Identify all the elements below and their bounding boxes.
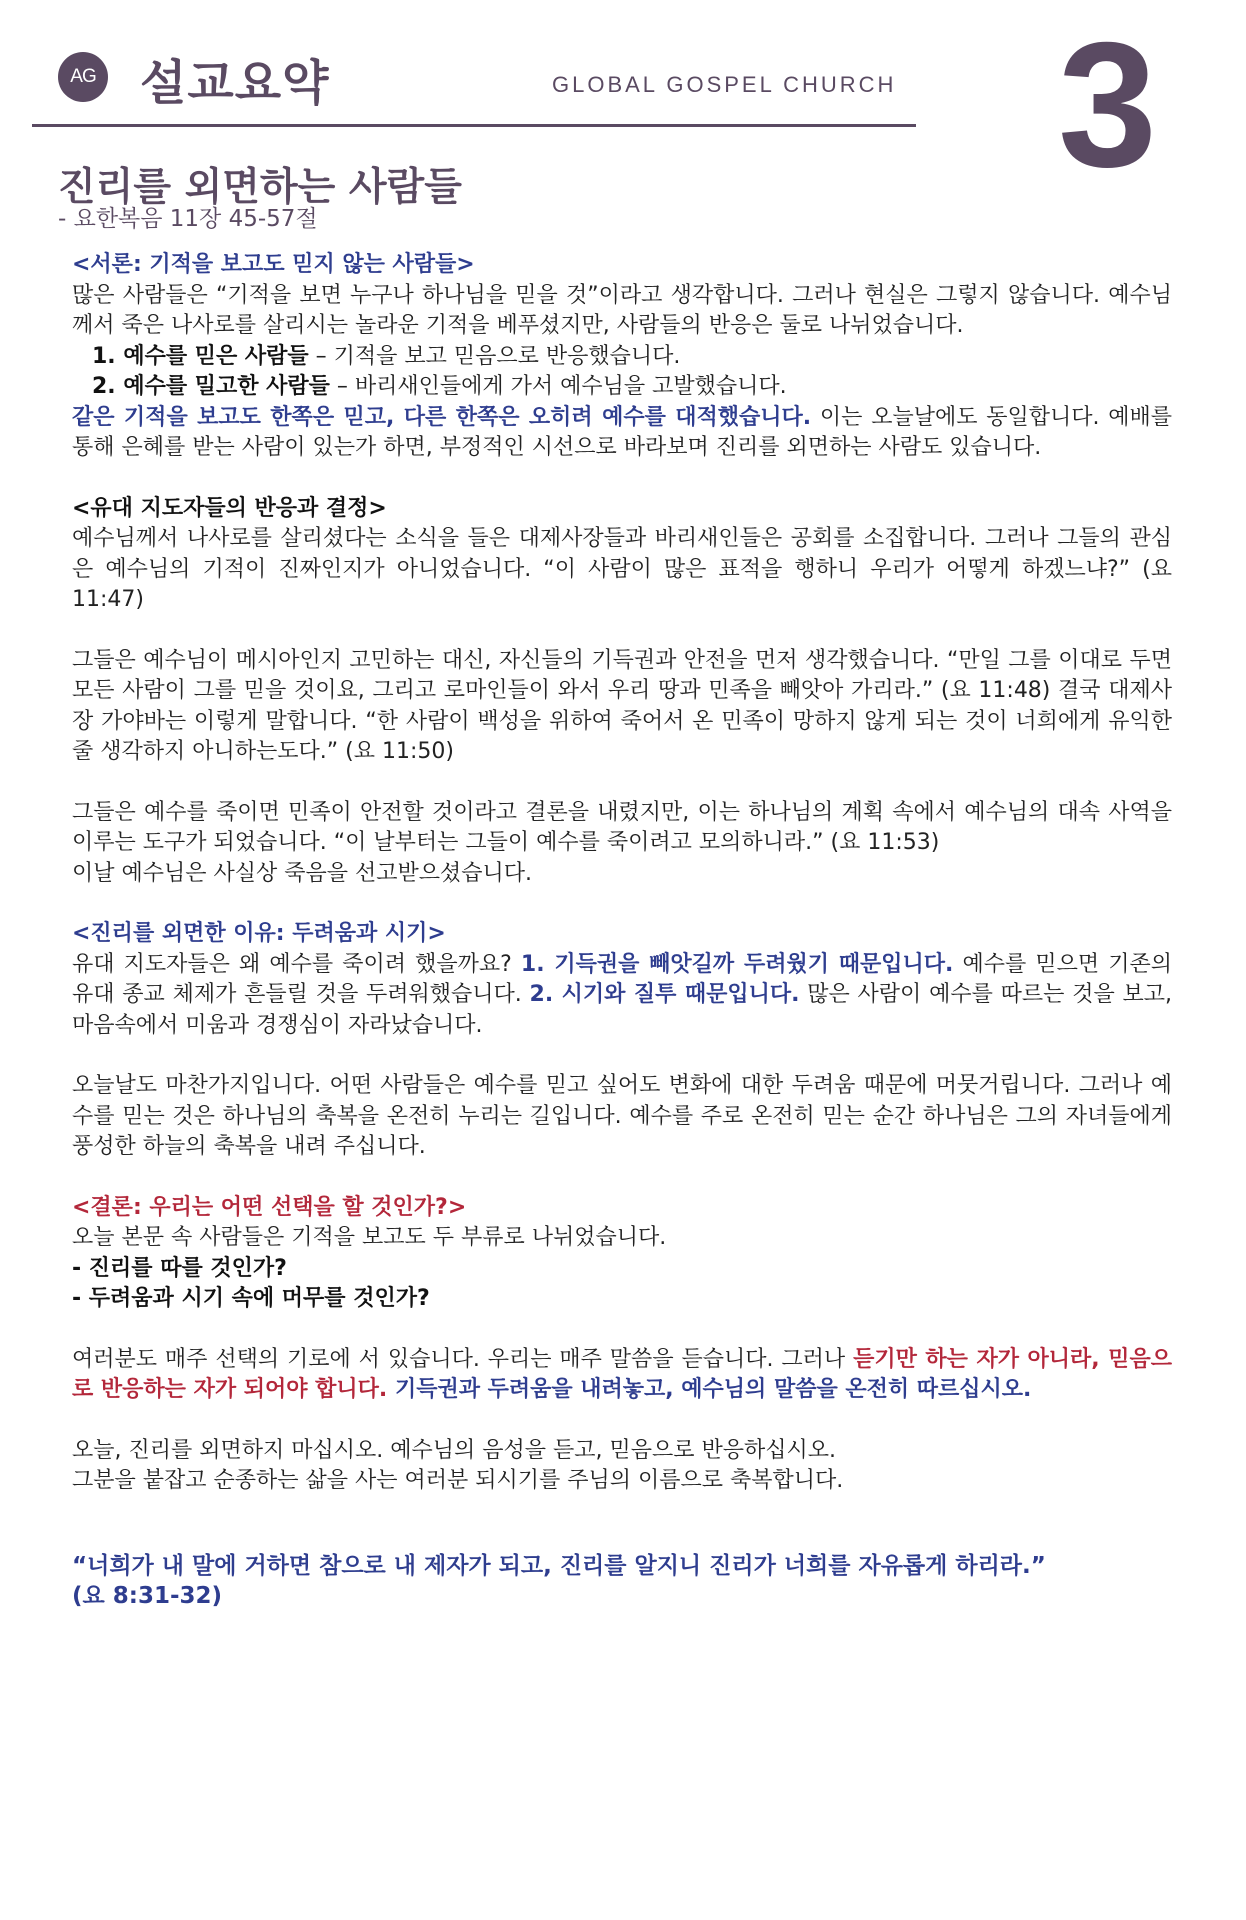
conclusion-highlight-red: 듣기만 하는 자가 아니라, 믿음으로 반응하는 자가 되어야 합니다. <box>72 1346 1172 1402</box>
intro-paragraph-1: 많은 사람들은 “기적을 보면 누구나 하나님을 믿을 것”이라고 생각합니다. 그러나 현실은 그렇지 않습니다. 예수님께서 죽은 나사로를 살리시는 놀라운 기적을 베푸셨지만, 사람들의 반응은 둘로 나뉘었습니다. <box>72 282 1172 338</box>
section3-highlight-1: 1. 기득권을 빼앗길까 두려웠기 때문입니다. <box>520 951 954 977</box>
sermon-body <box>72 250 1172 1612</box>
conclusion-text-a: 여러분도 매주 선택의 기로에 서 있습니다. 우리는 매주 말씀을 듣습니다. 그러나 <box>72 1346 854 1372</box>
page-header-title: 설교요약 <box>140 55 330 111</box>
conclusion-paragraph-2 <box>72 1345 1172 1406</box>
conclusion-paragraph-1: 오늘 본문 속 사람들은 기적을 보고도 두 부류로 나뉘었습니다. <box>72 1225 667 1250</box>
intro-item-2-text: – 바리새인들에게 가서 예수님을 고발했습니다. <box>329 374 787 399</box>
intro-heading: <서론: 기적을 보고도 믿지 않는 사람들> <box>72 252 475 277</box>
section2-paragraph-1: 예수님께서 나사로를 살리셨다는 소식을 들은 대제사장들과 바리새인들은 공회를 소집합니다. 그러나 그들의 관심은 예수님의 기적이 진짜인지가 아니었습니다. “이 사람이 많은 표적을 행하니 우리가 어떻게 하겠느냐?” (요 11:47) <box>72 526 1172 612</box>
conclusion-question-2: - 두려움과 시기 속에 머무를 것인가? <box>72 1286 430 1311</box>
conclusion-highlight-blue: 기득권과 두려움을 내려놓고, 예수님의 말씀을 온전히 따르십시오. <box>387 1377 1032 1402</box>
sermon-title: 진리를 외면하는 사람들 <box>58 165 462 210</box>
intro-list-item-1 <box>72 342 1172 373</box>
intro-item-2-label: 2. 예수를 밀고한 사람들 <box>92 374 330 399</box>
closing-verse: “너희가 내 말에 거하면 참으로 내 제자가 되고, 진리를 알지니 진리가 너희를 자유롭게 하리라.” <box>72 1552 1046 1579</box>
intro-paragraph-2 <box>72 403 1172 464</box>
conclusion-paragraph-3-line-1: 오늘, 진리를 외면하지 마십시오. 예수님의 음성을 듣고, 믿음으로 반응하십시오. <box>72 1437 836 1463</box>
section3-heading: <진리를 외면한 이유: 두려움과 시기> <box>72 921 446 946</box>
conclusion-paragraph-3-line-2: 그분을 붙잡고 순종하는 삶을 사는 여러분 되시기를 주님의 이름으로 축복합니다. <box>72 1468 844 1493</box>
section3-highlight-2: 2. 시기와 질투 때문입니다. <box>529 982 800 1007</box>
section3-text-a: 유대 지도자들은 왜 예수를 죽이려 했을까요? <box>72 951 521 977</box>
conclusion-heading: <결론: 우리는 어떤 선택을 할 것인가?> <box>72 1194 467 1220</box>
section3-text-c: 예수를 믿으면 기존의 유대 종교 체제가 흔들릴 것을 두려워했습니다. <box>72 951 1172 1007</box>
church-name: GLOBAL GOSPEL CHURCH <box>552 72 897 97</box>
section3-text-e: 많은 사람이 예수를 따르는 것을 보고, 마음속에서 미움과 경쟁심이 자라났습니다. <box>72 982 1172 1038</box>
scripture-reference: - 요한복음 11장 45-57절 <box>58 206 318 232</box>
section2-paragraph-2: 그들은 예수님이 메시아인지 고민하는 대신, 자신들의 기득권과 안전을 먼저 생각했습니다. “만일 그를 이대로 두면 모든 사람이 그를 믿을 것이요, 그리고 로마인들이 와서 우리 땅과 민족을 빼앗아 가리라.” (요 11:48) 결국 대제사장 가야바는 이렇게 말합니다. “한 사람이 백성을 위하여 죽어서 온 민족이 망하지 않게 되는 것이 너희에게 유익한 줄 생각하지 아니하는도다.” (요 11:50) <box>72 647 1172 764</box>
header-divider <box>32 124 916 127</box>
intro-item-1-label: 1. 예수를 믿은 사람들 <box>92 343 309 369</box>
closing-verse-reference: (요 8:31-32) <box>72 1583 223 1609</box>
section3-paragraph-2: 오늘날도 마찬가지입니다. 어떤 사람들은 예수를 믿고 싶어도 변화에 대한 두려움 때문에 머뭇거립니다. 그러나 예수를 믿는 것은 하나님의 축복을 온전히 누리는 길입니다. 예수를 주로 온전히 믿는 순간 하나님은 그의 자녀들에게 풍성한 하늘의 축복을 내려 주십니다. <box>72 1073 1172 1159</box>
church-logo: AG <box>58 52 108 102</box>
section2-paragraph-3: 그들은 예수를 죽이면 민족이 안전할 것이라고 결론을 내렸지만, 이는 하나님의 계획 속에서 예수님의 대속 사역을 이루는 도구가 되었습니다. “이 날부터는 그들이 예수를 죽이려고 모의하니라.” (요 11:53) <box>72 799 1172 855</box>
sermon-number: 3 <box>1058 5 1157 204</box>
intro-item-1-text: – 기적을 보고 믿음으로 반응했습니다. <box>308 343 681 369</box>
section2-heading: <유대 지도자들의 반응과 결정> <box>72 495 387 521</box>
section3-paragraph-1 <box>72 950 1172 1042</box>
conclusion-question-1: - 진리를 따를 것인가? <box>72 1255 287 1281</box>
intro-list-item-2 <box>72 372 1172 403</box>
section2-paragraph-4: 이날 예수님은 사실상 죽음을 선고받으셨습니다. <box>72 860 533 886</box>
intro-highlight: 같은 기적을 보고도 한쪽은 믿고, 다른 한쪽은 오히려 예수를 대적했습니다. <box>72 404 812 430</box>
intro-paragraph-2-text: 이는 오늘날에도 동일합니다. 예배를 통해 은혜를 받는 사람이 있는가 하면, 부정적인 시선으로 바라보며 진리를 외면하는 사람도 있습니다. <box>72 404 1172 460</box>
